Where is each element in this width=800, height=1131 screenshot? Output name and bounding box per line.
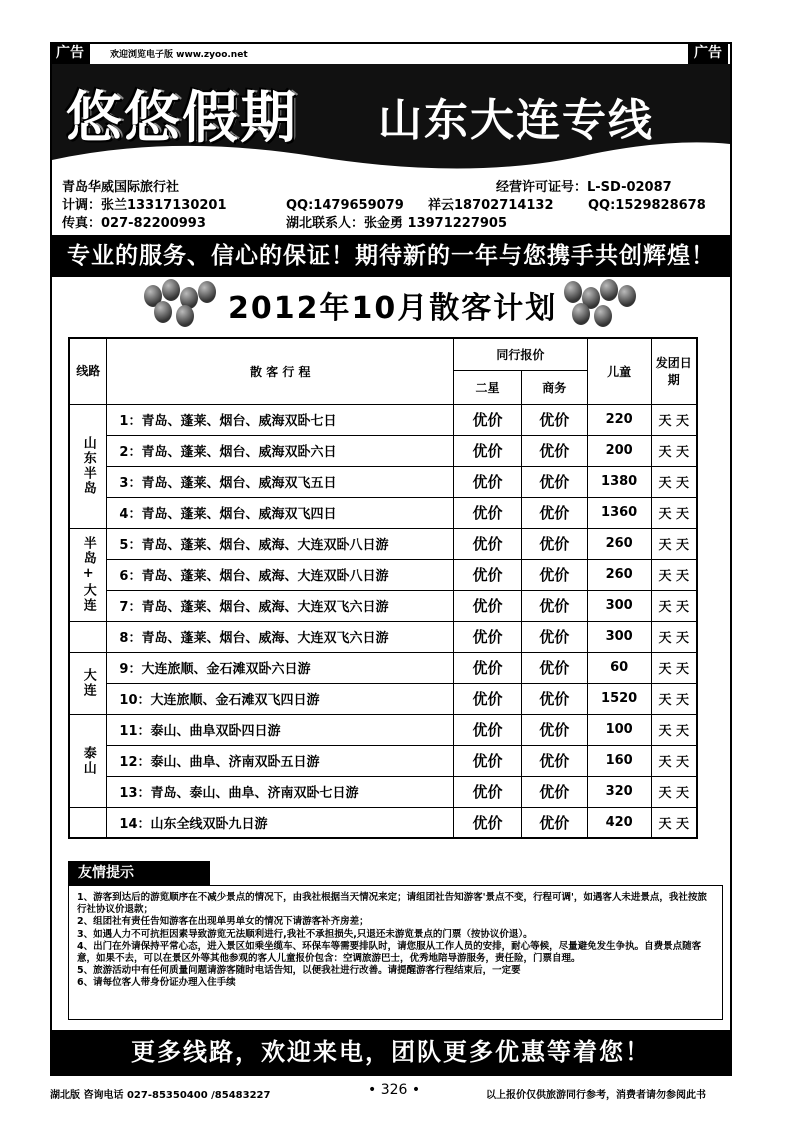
tour-plan-table	[68, 337, 698, 839]
child-price-cell: 300	[587, 621, 651, 652]
departure-cell: 天 天	[651, 559, 697, 590]
route-cell: 13：青岛、泰山、曲阜、济南双卧七日游	[107, 776, 454, 807]
fax-number: 传真：027-82200993	[62, 216, 206, 231]
departure-cell: 天 天	[651, 621, 697, 652]
table-row	[69, 590, 697, 621]
tips-title: 友情提示	[68, 861, 210, 885]
header-route: 散 客 行 程	[107, 338, 454, 404]
table-row	[69, 559, 697, 590]
child-price-cell: 1380	[587, 466, 651, 497]
balloon-icon	[564, 281, 582, 303]
category-cell	[69, 807, 107, 838]
business-price-cell: 优价	[521, 621, 587, 652]
child-price-cell: 1360	[587, 497, 651, 528]
route-cell: 3：青岛、蓬莱、烟台、威海双飞五日	[107, 466, 454, 497]
route-cell: 12：泰山、曲阜、济南双卧五日游	[107, 745, 454, 776]
tip-item: 4、出门在外请保持平常心态，进入景区如乘坐缆车、环保车等需要排队时，请您服从工作人员的安排，耐心等候，尽量避免发生争执。自费景点随客意，如果不去，可以在景区外等其他参观的客人儿童报价包含：空调旅游巴士，优秀地陪导游服务，责任险，门票自理。	[77, 940, 702, 965]
table-row	[69, 807, 697, 838]
xiangyun-contact: 祥云18702714132	[428, 198, 554, 213]
two-star-price-cell: 优价	[454, 590, 522, 621]
departure-cell: 天 天	[651, 528, 697, 559]
table-row	[69, 466, 697, 497]
two-star-price-cell: 优价	[454, 683, 522, 714]
route-cell: 8：青岛、蓬莱、烟台、威海、大连双飞六日游	[107, 621, 454, 652]
departure-cell: 天 天	[651, 435, 697, 466]
page-number: • 326 •	[368, 1082, 421, 1098]
business-price-cell: 优价	[521, 404, 587, 435]
child-price-cell: 260	[587, 528, 651, 559]
balloon-icon	[154, 301, 172, 323]
business-price-cell: 优价	[521, 652, 587, 683]
child-price-cell: 200	[587, 435, 651, 466]
two-star-price-cell: 优价	[454, 528, 522, 559]
route-cell: 9：大连旅顺、金石滩双卧六日游	[107, 652, 454, 683]
departure-cell: 天 天	[651, 807, 697, 838]
route-title: 山东大连专线	[378, 95, 654, 146]
route-cell: 11：泰山、曲阜双卧四日游	[107, 714, 454, 745]
route-cell: 6：青岛、蓬莱、烟台、威海、大连双卧八日游	[107, 559, 454, 590]
hubei-contact: 湖北联系人：张金勇 13971227905	[286, 216, 508, 231]
departure-cell: 天 天	[651, 466, 697, 497]
category-cell: 半岛+大连	[69, 528, 107, 621]
two-star-price-cell: 优价	[454, 621, 522, 652]
business-price-cell: 优价	[521, 559, 587, 590]
table-row	[69, 776, 697, 807]
child-price-cell: 420	[587, 807, 651, 838]
two-star-price-cell: 优价	[454, 714, 522, 745]
balloon-icon	[162, 279, 180, 301]
departure-cell: 天 天	[651, 714, 697, 745]
route-cell: 2：青岛、蓬莱、烟台、威海双卧六日	[107, 435, 454, 466]
table-row	[69, 528, 697, 559]
category-cell: 泰山	[69, 714, 107, 807]
footer-disclaimer: 以上报价仅供旅游同行参考，消费者请勿参阅此书	[486, 1090, 706, 1101]
two-star-price-cell: 优价	[454, 466, 522, 497]
business-price-cell: 优价	[521, 745, 587, 776]
table-row	[69, 621, 697, 652]
balloon-icon	[618, 285, 636, 307]
two-star-price-cell: 优价	[454, 745, 522, 776]
header-peer-price: 同行报价	[454, 338, 588, 370]
balloon-icon	[594, 305, 612, 327]
two-star-price-cell: 优价	[454, 435, 522, 466]
child-price-cell: 320	[587, 776, 651, 807]
contact-row-2	[62, 212, 507, 231]
bottom-slogan: 更多线路，欢迎来电，团队更多优惠等着您！	[52, 1030, 730, 1074]
plan-title: 2012年10月散客计划	[228, 291, 558, 326]
header-line: 线路	[69, 338, 107, 404]
tip-item: 5、旅游活动中有任何质量问题请游客随时电话告知，以便我社进行改善。请提醒游客行程结束后，一定要	[77, 965, 521, 977]
tip-item: 2、组团社有责任告知游客在出现单男单女的情况下请游客补齐房差；	[77, 916, 369, 928]
departure-cell: 天 天	[651, 745, 697, 776]
header-business: 商务	[521, 370, 587, 404]
child-price-cell: 1520	[587, 683, 651, 714]
table-row	[69, 404, 697, 435]
balloon-icon	[600, 279, 618, 301]
departure-cell: 天 天	[651, 497, 697, 528]
child-price-cell: 220	[587, 404, 651, 435]
header-departure: 发团日期	[651, 338, 697, 404]
route-cell: 14：山东全线双卧九日游	[107, 807, 454, 838]
category-cell	[69, 621, 107, 652]
title-banner	[52, 64, 730, 174]
two-star-price-cell: 优价	[454, 807, 522, 838]
table-row	[69, 714, 697, 745]
business-price-cell: 优价	[521, 776, 587, 807]
footer-hotline: 湖北版 咨询电话 027-85350400 /85483227	[50, 1090, 271, 1101]
business-price-cell: 优价	[521, 435, 587, 466]
business-price-cell: 优价	[521, 466, 587, 497]
business-price-cell: 优价	[521, 807, 587, 838]
business-price-cell: 优价	[521, 528, 587, 559]
business-price-cell: 优价	[521, 683, 587, 714]
child-price-cell: 260	[587, 559, 651, 590]
child-price-cell: 160	[587, 745, 651, 776]
route-cell: 10：大连旅顺、金石滩双飞四日游	[107, 683, 454, 714]
table-row	[69, 745, 697, 776]
route-cell: 7：青岛、蓬莱、烟台、威海、大连双飞六日游	[107, 590, 454, 621]
two-star-price-cell: 优价	[454, 776, 522, 807]
agency-name: 青岛华威国际旅行社	[62, 180, 180, 195]
route-cell: 4：青岛、蓬莱、烟台、威海双飞四日	[107, 497, 454, 528]
child-price-cell: 100	[587, 714, 651, 745]
tip-item: 3、如遇人力不可抗拒因素导致游览无法顺利进行,我社不承担损失,只退还未游览景点的门票（按协议价退）。	[77, 928, 533, 940]
brand-name: 悠悠假期	[66, 85, 298, 151]
tips-box	[68, 885, 723, 1020]
slogan-bar: 专业的服务、信心的保证！期待新的一年与您携手共创辉煌！	[52, 235, 730, 277]
planner-contact: 计调：张兰13317130201	[62, 198, 227, 213]
business-price-cell: 优价	[521, 497, 587, 528]
two-star-price-cell: 优价	[454, 559, 522, 590]
tip-item: 1、游客到达后的游览顺序在不减少景点的情况下，由我社根据当天情况来定；请组团社告知游客'景点不变，行程可调'，如遇客人未进景点，我社按旅行社协议价退款；	[77, 892, 707, 916]
business-price-cell: 优价	[521, 590, 587, 621]
ad-tag-right: 广告	[688, 42, 728, 64]
category-cell: 大连	[69, 652, 107, 714]
qq-1: QQ:1479659079	[286, 198, 404, 213]
two-star-price-cell: 优价	[454, 652, 522, 683]
departure-cell: 天 天	[651, 652, 697, 683]
route-cell: 1：青岛、蓬莱、烟台、威海双卧七日	[107, 404, 454, 435]
two-star-price-cell: 优价	[454, 497, 522, 528]
table-row	[69, 683, 697, 714]
table-row	[69, 435, 697, 466]
header-two-star: 二星	[454, 370, 522, 404]
balloon-icon	[198, 281, 216, 303]
plan-header	[52, 279, 730, 337]
table-row	[69, 497, 697, 528]
child-price-cell: 300	[587, 590, 651, 621]
two-star-price-cell: 优价	[454, 404, 522, 435]
table-row	[69, 652, 697, 683]
route-cell: 5：青岛、蓬莱、烟台、威海、大连双卧八日游	[107, 528, 454, 559]
balloon-icon	[176, 305, 194, 327]
license-number: 经营许可证号：L-SD-02087	[496, 180, 672, 195]
ad-tag-left: 广告	[50, 42, 90, 64]
child-price-cell: 60	[587, 652, 651, 683]
business-price-cell: 优价	[521, 714, 587, 745]
departure-cell: 天 天	[651, 683, 697, 714]
contact-row-1	[62, 194, 706, 213]
tip-item: 6、请每位客人带身份证办理入住手续	[77, 977, 236, 989]
departure-cell: 天 天	[651, 590, 697, 621]
balloon-icon	[572, 303, 590, 325]
category-cell: 山东半岛	[69, 404, 107, 528]
qq-2: QQ:1529828678	[588, 198, 706, 213]
header-child: 儿童	[587, 338, 651, 404]
departure-cell: 天 天	[651, 776, 697, 807]
departure-cell: 天 天	[651, 404, 697, 435]
site-line: 欢迎浏览电子版 www.zyoo.net	[110, 50, 248, 60]
